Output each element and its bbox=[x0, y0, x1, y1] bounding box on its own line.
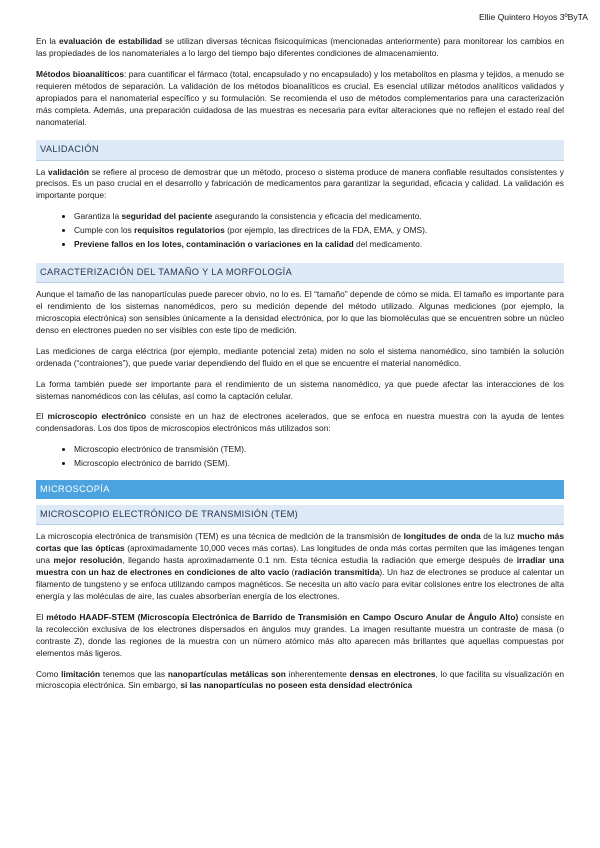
list-item: • Microscopio electrónico de transmisión (TEM). bbox=[74, 444, 564, 456]
caracterizacion-paragraph-microscope: El microscopio electrónico consiste en un haz de electrones acelerados, que se enfoca en nuestra muestra con la ayuda de lentes condensadoras. Los dos tipos de microscopios electrónicos más utilizados son: bbox=[36, 411, 564, 434]
caracterizacion-paragraph-charge: Las mediciones de carga eléctrica (por ejemplo, mediante potencial zeta) miden no solo el sistema nanomédico, sino también la solución ordenada (“contraiones”), que puede variar dependiendo del fluido en el que se encuentre el material nanomédico. bbox=[36, 345, 564, 368]
limitation-paragraph: Como limitación tenemos que las nanopartículas metálicas son inherentemente densas en electrones, lo que facilita su visualización en microscopia electrónica. Sin embargo, si las nanopartículas no poseen esta densidad electrónica bbox=[36, 668, 565, 691]
list-item: • Garantiza la seguridad del paciente asegurando la consistencia y eficacia del medicamento. bbox=[74, 211, 564, 223]
validacion-paragraph: La validación se refiere al proceso de demostrar que un método, proceso o sistema produce de manera confiable resultados consistentes y precisos. Es un paso crucial en el desarrollo y fabricación de medicamentos para garantizar la seguridad, eficacia y calidad. La validación es importante porque: bbox=[36, 166, 564, 201]
intro-paragraph-bioanalytical: Métodos bioanalíticos: para cuantificar el fármaco (total, encapsulado y no encapsulado) y los metabolitos en plasma y tejidos, a menudo se requieren métodos de separación. La validación de los métodos bioanalíticos es crucial. Es esencial utilizar métodos analíticos validados y apropiados para el nanomaterial específico y su formulación. Se recomienda el uso de métodos complementarios para una caracterización más completa. Además, una preparación cuidadosa de las muestras es necesaria para evitar alteraciones que no reflejen el estado real del nanomaterial. bbox=[36, 68, 564, 127]
tem-paragraph: La microscopia electrónica de transmisión (TEM) es una técnica de medición de la transmisión de longitudes de onda de la luz mucho más cortas que las ópticas (aproximadamente 10,000 veces más cortas). Las longitudes de onda más cortas permiten que las imágenes tengan una mejor resolución, llegando hasta aproximadamente 0.1 nm. Esta técnica estudia la radiación que emerge después de irradiar una muestra con un haz de electrones en condiciones de alto vacío (radiación transmitida). Un haz de electrones se produce al calentar un filamento de tungsteno y se enfoca utilizando campos magnéticos. Se necesita un alto vacío para evitar colisiones entre los electrones de alta energía y las moléculas de aire, las cuales absorberían energía de los electrones. bbox=[36, 531, 564, 601]
list-item: • Cumple con los requisitos regulatorios (por ejemplo, las directrices de la FDA, EMA, y OMS). bbox=[74, 225, 564, 237]
caracterizacion-paragraph-shape: La forma también puede ser importante para el rendimiento de un sistema nanomédico, ya que puede afectar las interacciones de los sistemas nanomédicos con las células, así como la captación celular. bbox=[36, 378, 564, 401]
caracterizacion-paragraph-size: Aunque el tamaño de las nanopartículas puede parecer obvio, no lo es. El “tamaño” depende de cómo se mida. El tamaño es importante para el rendimiento de los sistemas nanomédicos, pero su medición depende del método utilizado. Algunas mediciones (por ejemplo, la microscopia electrónica) son sensibles únicamente a la densidad electrónica, por lo que las biomoléculas que se encuentren sobre un núcleo denso en electrones pueden no ser visibles con este tipo de medición. bbox=[36, 289, 564, 335]
author-header: Ellie Quintero Hoyos 3ºByTA bbox=[478, 12, 588, 22]
subsection-heading-tem: MICROSCOPIO ELECTRÓNICO DE TRANSMISIÓN (TEM) bbox=[36, 505, 564, 525]
haadf-stem-paragraph: El método HAADF-STEM (Microscopía Electrónica de Barrido de Transmisión en Campo Oscuro Anular de Ángulo Alto) consiste en la recolección exclusiva de los electrones dispersados en ángulos muy grandes. La imagen resultante muestra un contraste de masa (o contraste Z), donde las regiones de la muestra con un número atómico más alto aparecen más brillantes que aquellas compuestas por elementos más ligeros. bbox=[36, 611, 564, 658]
section-heading-validacion: VALIDACIÓN bbox=[36, 140, 564, 160]
section-heading-microscopia: MICROSCOPÍA bbox=[36, 480, 564, 499]
list-item: • Microscopio electrónico de barrido (SEM). bbox=[74, 458, 564, 470]
microscope-types-list bbox=[36, 444, 564, 470]
validacion-list bbox=[36, 211, 564, 251]
list-item: • Previene fallos en los lotes, contaminación o variaciones en la calidad del medicamento. bbox=[74, 239, 564, 251]
section-heading-caracterizacion: CARACTERIZACIÓN DEL TAMAÑO Y LA MORFOLOGÍA bbox=[36, 263, 564, 283]
intro-paragraph-stability: En la evaluación de estabilidad se utilizan diversas técnicas fisicoquímicas (mencionadas anteriormente) para monitorear los cambios en las propiedades de los nanomateriales a lo largo del tiempo bajo diferentes condiciones de almacenamiento. bbox=[36, 36, 565, 58]
content bbox=[36, 36, 564, 701]
